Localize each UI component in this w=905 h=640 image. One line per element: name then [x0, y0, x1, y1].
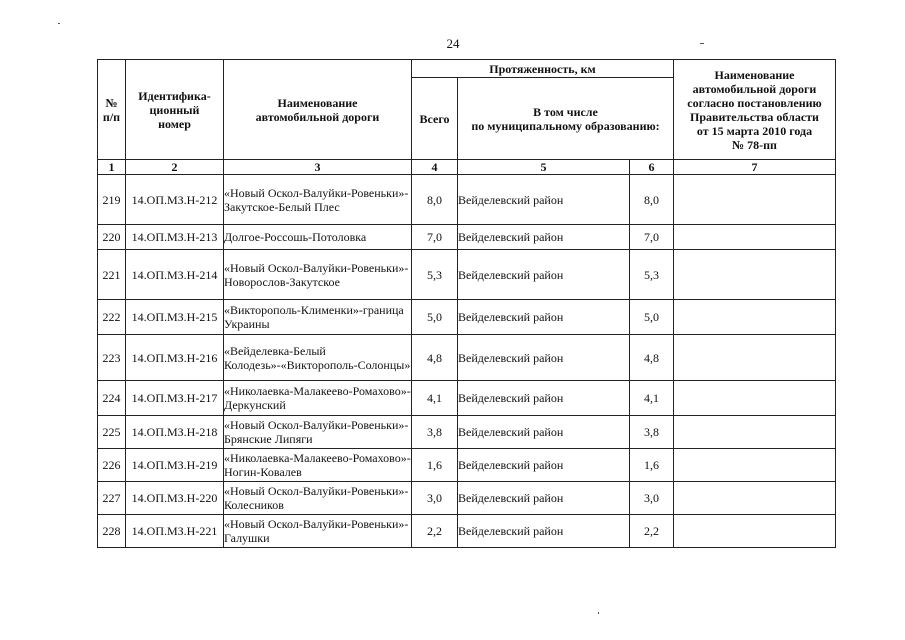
cell-total: 4,8	[412, 335, 458, 381]
header-name-label: Наименование автомобильной дороги	[255, 95, 380, 124]
road-name-text: «Новый Оскол-Валуйки-Ровеньки»-Брянские Липяги	[224, 418, 409, 446]
cell-id: 14.ОП.МЗ.Н-221	[126, 515, 224, 548]
road-name-text: «Вейделевка-Белый Колодезь»-«Викторополь-Солонцы»	[224, 343, 411, 372]
cell-total: 5,3	[412, 250, 458, 300]
column-index: 5	[458, 160, 630, 175]
cell-municipality: Вейделевский район	[458, 300, 630, 335]
cell-total: 2,2	[412, 515, 458, 548]
cell-decree	[674, 515, 836, 548]
road-name-text: «Новый Оскол-Валуйки-Ровеньки»-Колесников	[224, 484, 409, 512]
cell-road-name	[224, 381, 412, 416]
cell-road-name	[224, 250, 412, 300]
table-row	[98, 416, 836, 449]
cell-road-name	[224, 175, 412, 225]
cell-length: 3,8	[630, 416, 674, 449]
cell-id: 14.ОП.МЗ.Н-220	[126, 482, 224, 515]
cell-decree	[674, 381, 836, 416]
column-index: 6	[630, 160, 674, 175]
cell-road-name	[224, 416, 412, 449]
cell-road-name	[224, 449, 412, 482]
cell-total: 1,6	[412, 449, 458, 482]
header-length-group-label: Протяженность, км	[489, 61, 596, 76]
cell-num: 224	[98, 381, 126, 416]
column-index: 1	[98, 160, 126, 175]
cell-municipality: Вейделевский район	[458, 515, 630, 548]
roads-table	[97, 59, 836, 548]
header-id-label: Идентифика- ционный номер	[138, 88, 211, 131]
table-row	[98, 250, 836, 300]
column-index-row	[98, 160, 836, 175]
road-name-text: «Новый Оскол-Валуйки-Ровеньки»-Закутское-Белый Плес	[224, 185, 409, 214]
table-row	[98, 335, 836, 381]
cell-id: 14.ОП.МЗ.Н-216	[126, 335, 224, 381]
cell-length: 5,0	[630, 300, 674, 335]
cell-road-name	[224, 335, 412, 381]
table-row	[98, 482, 836, 515]
cell-num: 221	[98, 250, 126, 300]
cell-id: 14.ОП.МЗ.Н-214	[126, 250, 224, 300]
header-decree	[674, 60, 836, 160]
cell-length: 3,0	[630, 482, 674, 515]
cell-length: 4,8	[630, 335, 674, 381]
column-index: 7	[674, 160, 836, 175]
cell-road-name	[224, 300, 412, 335]
road-name-text: «Викторополь-Клименки»-граница Украины	[224, 303, 404, 331]
road-name-text: «Новый Оскол-Валуйки-Ровеньки»-Галушки	[224, 517, 409, 545]
cell-road-name	[224, 515, 412, 548]
cell-total: 5,0	[412, 300, 458, 335]
cell-total: 3,8	[412, 416, 458, 449]
road-name-text: «Николаевка-Малакеево-Ромахово»-Деркунский	[224, 384, 411, 412]
column-index: 4	[412, 160, 458, 175]
road-name-text: «Николаевка-Малакеево-Ромахово»-Ногин-Ковалев	[224, 451, 411, 479]
cell-num: 223	[98, 335, 126, 381]
cell-decree	[674, 300, 836, 335]
cell-municipality: Вейделевский район	[458, 250, 630, 300]
table-row	[98, 175, 836, 225]
cell-decree	[674, 416, 836, 449]
cell-num: 228	[98, 515, 126, 548]
cell-municipality: Вейделевский район	[458, 416, 630, 449]
header-municipal-label: В том числе по муниципальному образованию:	[471, 104, 660, 133]
cell-length: 7,0	[630, 225, 674, 250]
cell-decree	[674, 449, 836, 482]
cell-num: 226	[98, 449, 126, 482]
table-body	[98, 175, 836, 548]
cell-decree	[674, 335, 836, 381]
table-row	[98, 225, 836, 250]
table-row	[98, 381, 836, 416]
header-length-group	[412, 60, 674, 78]
cell-road-name	[224, 225, 412, 250]
cell-decree	[674, 250, 836, 300]
header-num-label: № п/п	[102, 95, 121, 124]
cell-num: 220	[98, 225, 126, 250]
scan-speck	[598, 612, 599, 614]
header-name	[224, 60, 412, 160]
page-number: 24	[446, 36, 460, 51]
cell-total: 8,0	[412, 175, 458, 225]
cell-decree	[674, 482, 836, 515]
cell-total: 7,0	[412, 225, 458, 250]
header-municipal	[458, 78, 674, 160]
table-row	[98, 449, 836, 482]
cell-id: 14.ОП.МЗ.Н-213	[126, 225, 224, 250]
cell-length: 2,2	[630, 515, 674, 548]
cell-num: 227	[98, 482, 126, 515]
scan-speck	[700, 43, 704, 44]
cell-municipality: Вейделевский район	[458, 449, 630, 482]
column-index: 2	[126, 160, 224, 175]
road-name-text: «Новый Оскол-Валуйки-Ровеньки»-Новорослов-Закутское	[224, 260, 409, 289]
cell-id: 14.ОП.МЗ.Н-212	[126, 175, 224, 225]
cell-length: 4,1	[630, 381, 674, 416]
table-row	[98, 300, 836, 335]
cell-municipality: Вейделевский район	[458, 482, 630, 515]
header-total-label: Всего	[419, 111, 450, 126]
cell-id: 14.ОП.МЗ.Н-215	[126, 300, 224, 335]
cell-total: 3,0	[412, 482, 458, 515]
cell-decree	[674, 225, 836, 250]
header-id	[126, 60, 224, 160]
scan-speck	[58, 23, 60, 24]
cell-num: 225	[98, 416, 126, 449]
table-row	[98, 515, 836, 548]
cell-length: 5,3	[630, 250, 674, 300]
cell-road-name	[224, 482, 412, 515]
table-header	[98, 60, 836, 175]
cell-id: 14.ОП.МЗ.Н-217	[126, 381, 224, 416]
cell-length: 1,6	[630, 449, 674, 482]
cell-id: 14.ОП.МЗ.Н-219	[126, 449, 224, 482]
column-index: 3	[224, 160, 412, 175]
cell-total: 4,1	[412, 381, 458, 416]
header-num	[98, 60, 126, 160]
cell-num: 222	[98, 300, 126, 335]
cell-decree	[674, 175, 836, 225]
cell-municipality: Вейделевский район	[458, 175, 630, 225]
header-total	[412, 78, 458, 160]
cell-municipality: Вейделевский район	[458, 225, 630, 250]
cell-municipality: Вейделевский район	[458, 381, 630, 416]
cell-length: 8,0	[630, 175, 674, 225]
road-name-text: Долгое-Россошь-Потоловка	[224, 230, 367, 244]
header-decree-label: Наименование автомобильной дороги согласно постановлению Правительства области от 15 марта 2010 года № 78-пп	[687, 67, 822, 152]
cell-num: 219	[98, 175, 126, 225]
cell-id: 14.ОП.МЗ.Н-218	[126, 416, 224, 449]
cell-municipality: Вейделевский район	[458, 335, 630, 381]
